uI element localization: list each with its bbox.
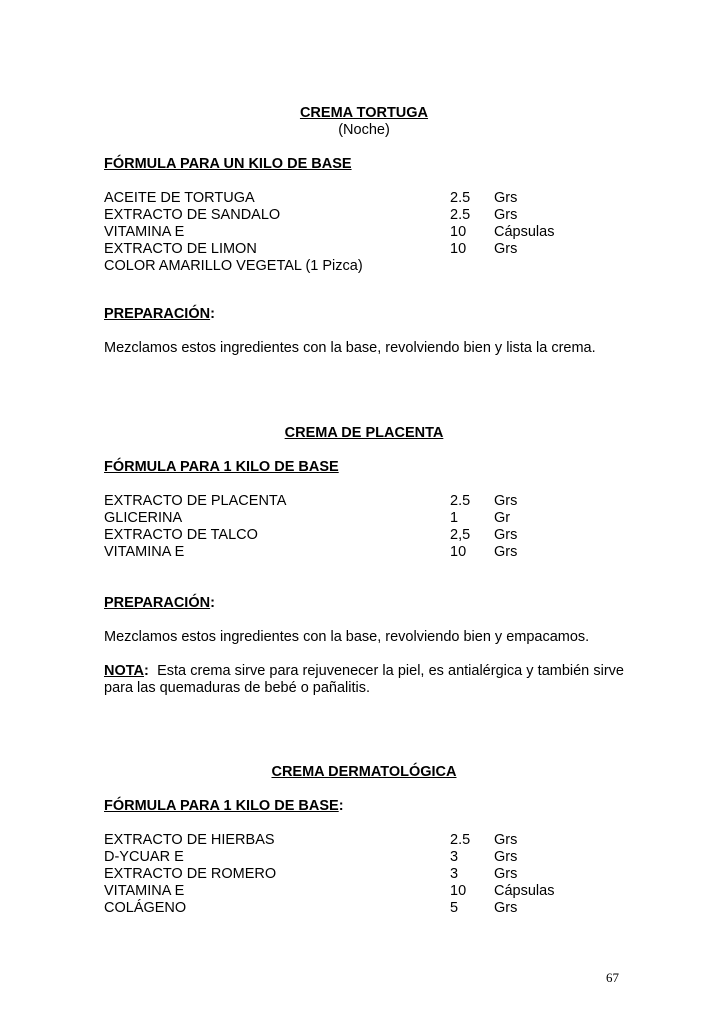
ingredient-name: EXTRACTO DE TALCO <box>104 527 258 543</box>
ingredient-row <box>104 258 624 275</box>
ingredient-qty: 5 <box>450 900 459 916</box>
ingredient-name: EXTRACTO DE PLACENTA <box>104 493 287 509</box>
ingredient-row <box>104 493 624 510</box>
ingredient-name: D-YCUAR E <box>104 849 184 865</box>
page-number: 67 <box>606 970 619 985</box>
section-title: CREMA TORTUGA <box>299 105 429 121</box>
ingredient-unit: Grs <box>494 849 518 865</box>
ingredient-list <box>104 190 624 275</box>
ingredient-row <box>104 190 624 207</box>
section-preparacion-tortuga <box>104 306 624 357</box>
formula-title: FÓRMULA PARA 1 KILO DE BASE: <box>104 798 344 814</box>
note-label: NOTA <box>104 663 145 679</box>
ingredient-unit: Grs <box>494 241 518 257</box>
ingredient-row <box>104 224 624 241</box>
ingredient-unit: Grs <box>494 544 518 560</box>
ingredient-row <box>104 207 624 224</box>
ingredient-qty: 2.5 <box>450 207 471 223</box>
ingredient-row <box>104 900 624 917</box>
ingredient-unit: Grs <box>494 527 518 543</box>
note-paragraph: NOTA: Esta crema sirve para rejuvenecer la piel, es antialérgica y también sirve para las quemaduras de bebé o pañalitis. <box>104 663 624 696</box>
ingredient-qty: 2,5 <box>450 527 471 543</box>
ingredient-unit: Cápsulas <box>494 224 555 240</box>
ingredient-qty: 1 <box>450 510 459 526</box>
ingredient-unit: Grs <box>494 900 518 916</box>
ingredient-name: VITAMINA E <box>104 224 185 240</box>
ingredient-qty: 3 <box>450 849 459 865</box>
ingredient-name: VITAMINA E <box>104 883 185 899</box>
ingredient-unit: Grs <box>494 190 518 206</box>
section-crema-placenta <box>104 425 624 561</box>
ingredient-unit: Gr <box>494 510 511 526</box>
ingredient-qty: 10 <box>450 241 467 257</box>
ingredient-unit: Cápsulas <box>494 883 555 899</box>
ingredient-qty: 2.5 <box>450 190 471 206</box>
section-crema-dermatologica <box>104 764 624 917</box>
ingredient-name: VITAMINA E <box>104 544 185 560</box>
ingredient-qty: 2.5 <box>450 832 471 848</box>
ingredient-list <box>104 832 624 917</box>
ingredient-unit: Grs <box>494 207 518 223</box>
preparation-text: Mezclamos estos ingredientes con la base, revolviendo bien y lista la crema. <box>104 340 596 356</box>
ingredient-row <box>104 241 624 258</box>
section-subtitle: (Noche) <box>338 122 390 138</box>
ingredient-row <box>104 883 624 900</box>
section-crema-tortuga <box>104 105 624 275</box>
ingredient-qty: 10 <box>450 224 467 240</box>
ingredient-name: GLICERINA <box>104 510 183 526</box>
ingredient-name: COLOR AMARILLO VEGETAL (1 Pizca) <box>104 258 363 274</box>
ingredient-unit: Grs <box>494 832 518 848</box>
preparation-text: Mezclamos estos ingredientes con la base, revolviendo bien y empacamos. <box>104 629 590 645</box>
note-text: Esta crema sirve para rejuvenecer la piel, es antialérgica y también sirve para las quemaduras de bebé o pañalitis. <box>104 663 624 696</box>
ingredient-qty: 2.5 <box>450 493 471 509</box>
ingredient-name: COLÁGENO <box>104 900 187 916</box>
ingredient-qty: 10 <box>450 883 467 899</box>
preparation-title: PREPARACIÓN: <box>104 595 215 611</box>
ingredient-row <box>104 866 624 883</box>
formula-title: FÓRMULA PARA 1 KILO DE BASE <box>104 459 339 475</box>
ingredient-name: EXTRACTO DE LIMON <box>104 241 257 257</box>
ingredient-row <box>104 510 624 527</box>
ingredient-name: EXTRACTO DE HIERBAS <box>104 832 275 848</box>
ingredient-row <box>104 849 624 866</box>
preparation-title: PREPARACIÓN: <box>104 306 215 322</box>
formula-title: FÓRMULA PARA UN KILO DE BASE <box>104 156 352 172</box>
ingredient-row <box>104 832 624 849</box>
section-title: CREMA DERMATOLÓGICA <box>271 764 457 780</box>
section-title: CREMA DE PLACENTA <box>284 425 444 441</box>
ingredient-qty: 3 <box>450 866 459 882</box>
ingredient-name: EXTRACTO DE SANDALO <box>104 207 281 223</box>
ingredient-name: ACEITE DE TORTUGA <box>104 190 255 206</box>
section-preparacion-placenta <box>104 595 624 697</box>
ingredient-row <box>104 527 624 544</box>
ingredient-unit: Grs <box>494 493 518 509</box>
ingredient-unit: Grs <box>494 866 518 882</box>
ingredient-list <box>104 493 624 561</box>
ingredient-row <box>104 544 624 561</box>
ingredient-qty: 10 <box>450 544 467 560</box>
ingredient-name: EXTRACTO DE ROMERO <box>104 866 277 882</box>
